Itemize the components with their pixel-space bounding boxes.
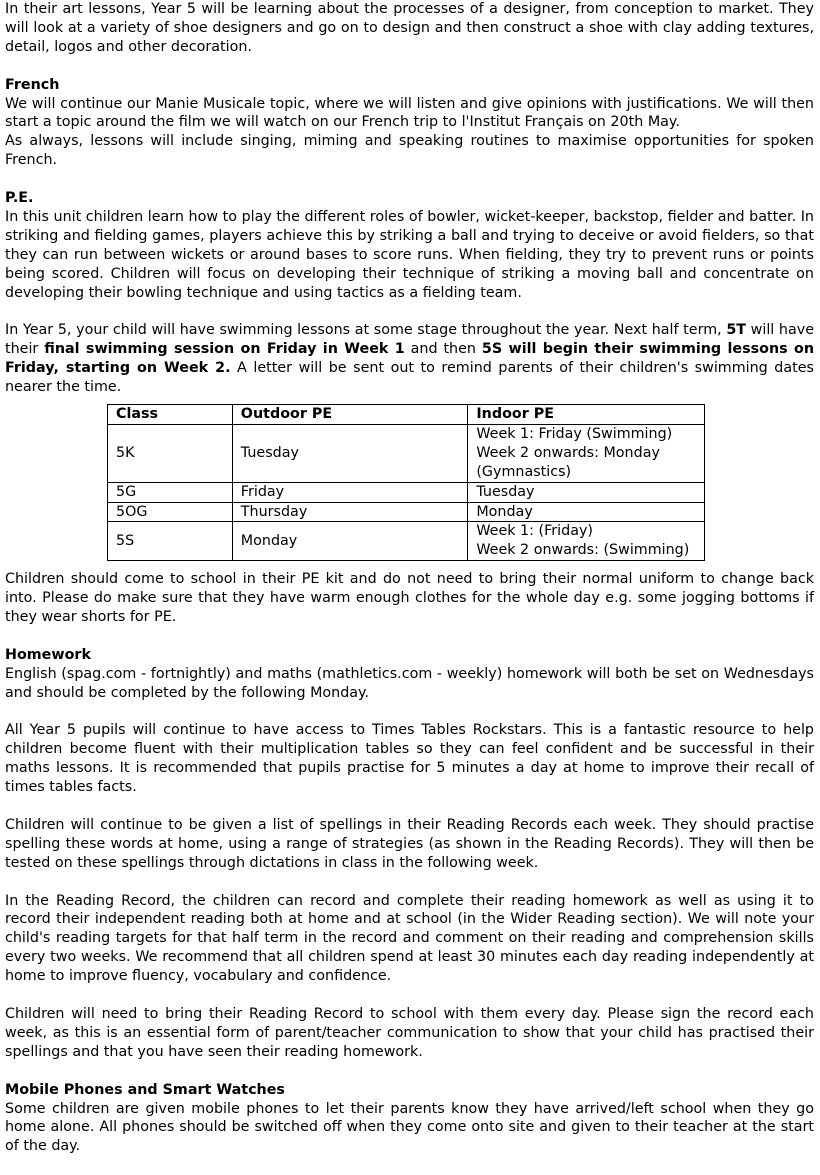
- swim-text-f: 5S will begin their swimming lessons on Friday, starting on Week 2.: [5, 341, 814, 377]
- header-indoor-pe: Indoor PE: [468, 404, 705, 424]
- pe-paragraph-1: In this unit children learn how to play the different roles of bowler, wicket-keeper, backstop, fielder and batter. In striking and fielding games, players achieve this by striking a ball and trying to deceive or avoid fielders, so that they can run between wickets or around bases to score runs. When fielding, they try to prevent runs or points being scored. Children will focus on developing their technique of striking a moving ball and concentrate on developing their bowling technique and using tactics as a fielding team.: [5, 208, 814, 301]
- class-cell: 5OG: [108, 502, 233, 522]
- class-cell: 5G: [108, 482, 233, 502]
- art-paragraph: In their art lessons, Year 5 will be learning about the processes of a designer, from conception to market. They will look at a variety of shoe designers and go on to design and then construct a shoe with clay adding textures, detail, logos and other decoration.: [5, 1, 814, 55]
- swim-text-d: final swimming session on Friday in Week 1: [44, 341, 405, 358]
- swim-text-e: and then: [404, 341, 482, 358]
- swim-text-b: 5T: [726, 322, 747, 339]
- indoor-cell: [468, 502, 705, 522]
- indoor-line: Monday: [476, 503, 533, 520]
- class-cell: 5S: [108, 522, 233, 561]
- indoor-cell: [468, 522, 705, 561]
- mobile-paragraph: Some children are given mobile phones to let their parents know they have arrived/left school when they go home alone. All phones should be switched off when they come onto site and given to their teacher at the start of the day.: [5, 1100, 814, 1155]
- pe-kit-paragraph: Children should come to school in their PE kit and do not need to bring their normal uniform to change back into. Please do make sure that they have warm enough clothes for the whole day e.g. some jogging bottoms if they wear shorts for PE.: [5, 571, 814, 626]
- swimming-paragraph: [5, 321, 814, 397]
- indoor-cell: [468, 424, 705, 482]
- homework-paragraph-5: Children will need to bring their Reading Record to school with them every day. Please sign the record each week, as this is an essential form of parent/teacher communication to show that your child has practised their spellings and that you have seen their reading homework.: [5, 1006, 814, 1060]
- homework-paragraph-3: Children will continue to be given a list of spellings in their Reading Records each week. They should practise spelling these words at home, using a range of strategies (as shown in the Reading Records). They will then be tested on these spellings through dictations in class in the following week.: [5, 816, 814, 871]
- homework-paragraph-2: All Year 5 pupils will continue to have access to Times Tables Rockstars. This is a fantastic resource to help children become fluent with their multiplication tables so they can feel confident and be successful in their maths lessons. It is recommended that pupils practise for 5 minutes a day at home to improve their recall of times tables facts.: [5, 722, 814, 796]
- indoor-line: Week 2 onwards: Monday (Gymnastics): [476, 444, 660, 480]
- pe-timetable: [107, 404, 705, 561]
- pe-heading: P.E.: [5, 190, 34, 207]
- header-outdoor-pe: Outdoor PE: [232, 404, 468, 424]
- outdoor-cell: Monday: [232, 522, 468, 561]
- outdoor-cell: Tuesday: [232, 424, 468, 482]
- header-class: Class: [108, 404, 233, 424]
- indoor-cell: [468, 482, 705, 502]
- table-row: [108, 482, 705, 502]
- homework-paragraph-1: English (spag.com - fortnightly) and maths (mathletics.com - weekly) homework will both be set on Wednesdays and should be completed by the following Monday.: [5, 665, 814, 701]
- homework-paragraph-4: In the Reading Record, the children can record and complete their reading homework as well as using it to record their independent reading both at home and at school (in the Wider Reading section). We will note your child's reading targets for that half term in the record and comment on their reading and comprehension skills every two weeks. We recommend that all children spend at least 30 minutes each day reading independently at home to improve fluency, vocabulary and confidence.: [5, 892, 814, 985]
- indoor-line: Week 1: (Friday): [476, 523, 594, 540]
- table-row: [108, 502, 705, 522]
- table-row: [108, 522, 705, 561]
- swim-text-c: will have their: [5, 322, 814, 358]
- table-header-row: [108, 404, 705, 424]
- homework-heading: Homework: [5, 646, 91, 663]
- indoor-line: Week 1: Friday (Swimming): [476, 425, 673, 442]
- french-paragraph-1: We will continue our Manie Musicale topic, where we will listen and give opinions with justifications. We will then start a topic around the film we will watch on our French trip to l'Institut Français on 20th May.: [5, 95, 814, 131]
- class-cell: 5K: [108, 424, 233, 482]
- table-row: [108, 424, 705, 482]
- outdoor-cell: Thursday: [232, 502, 468, 522]
- outdoor-cell: Friday: [232, 482, 468, 502]
- french-paragraph-2: As always, lessons will include singing, miming and speaking routines to maximise opportunities for spoken French.: [5, 133, 814, 169]
- swim-text-a: In Year 5, your child will have swimming lessons at some stage throughout the year. Next half term,: [5, 322, 727, 339]
- french-heading: French: [5, 76, 60, 93]
- indoor-line: Tuesday: [476, 483, 535, 500]
- indoor-line: Week 2 onwards: (Swimming): [476, 542, 690, 559]
- swim-text-g: A letter will be sent out to remind parents of their children's swimming dates nearer the time.: [5, 360, 814, 396]
- mobile-heading: Mobile Phones and Smart Watches: [5, 1081, 285, 1098]
